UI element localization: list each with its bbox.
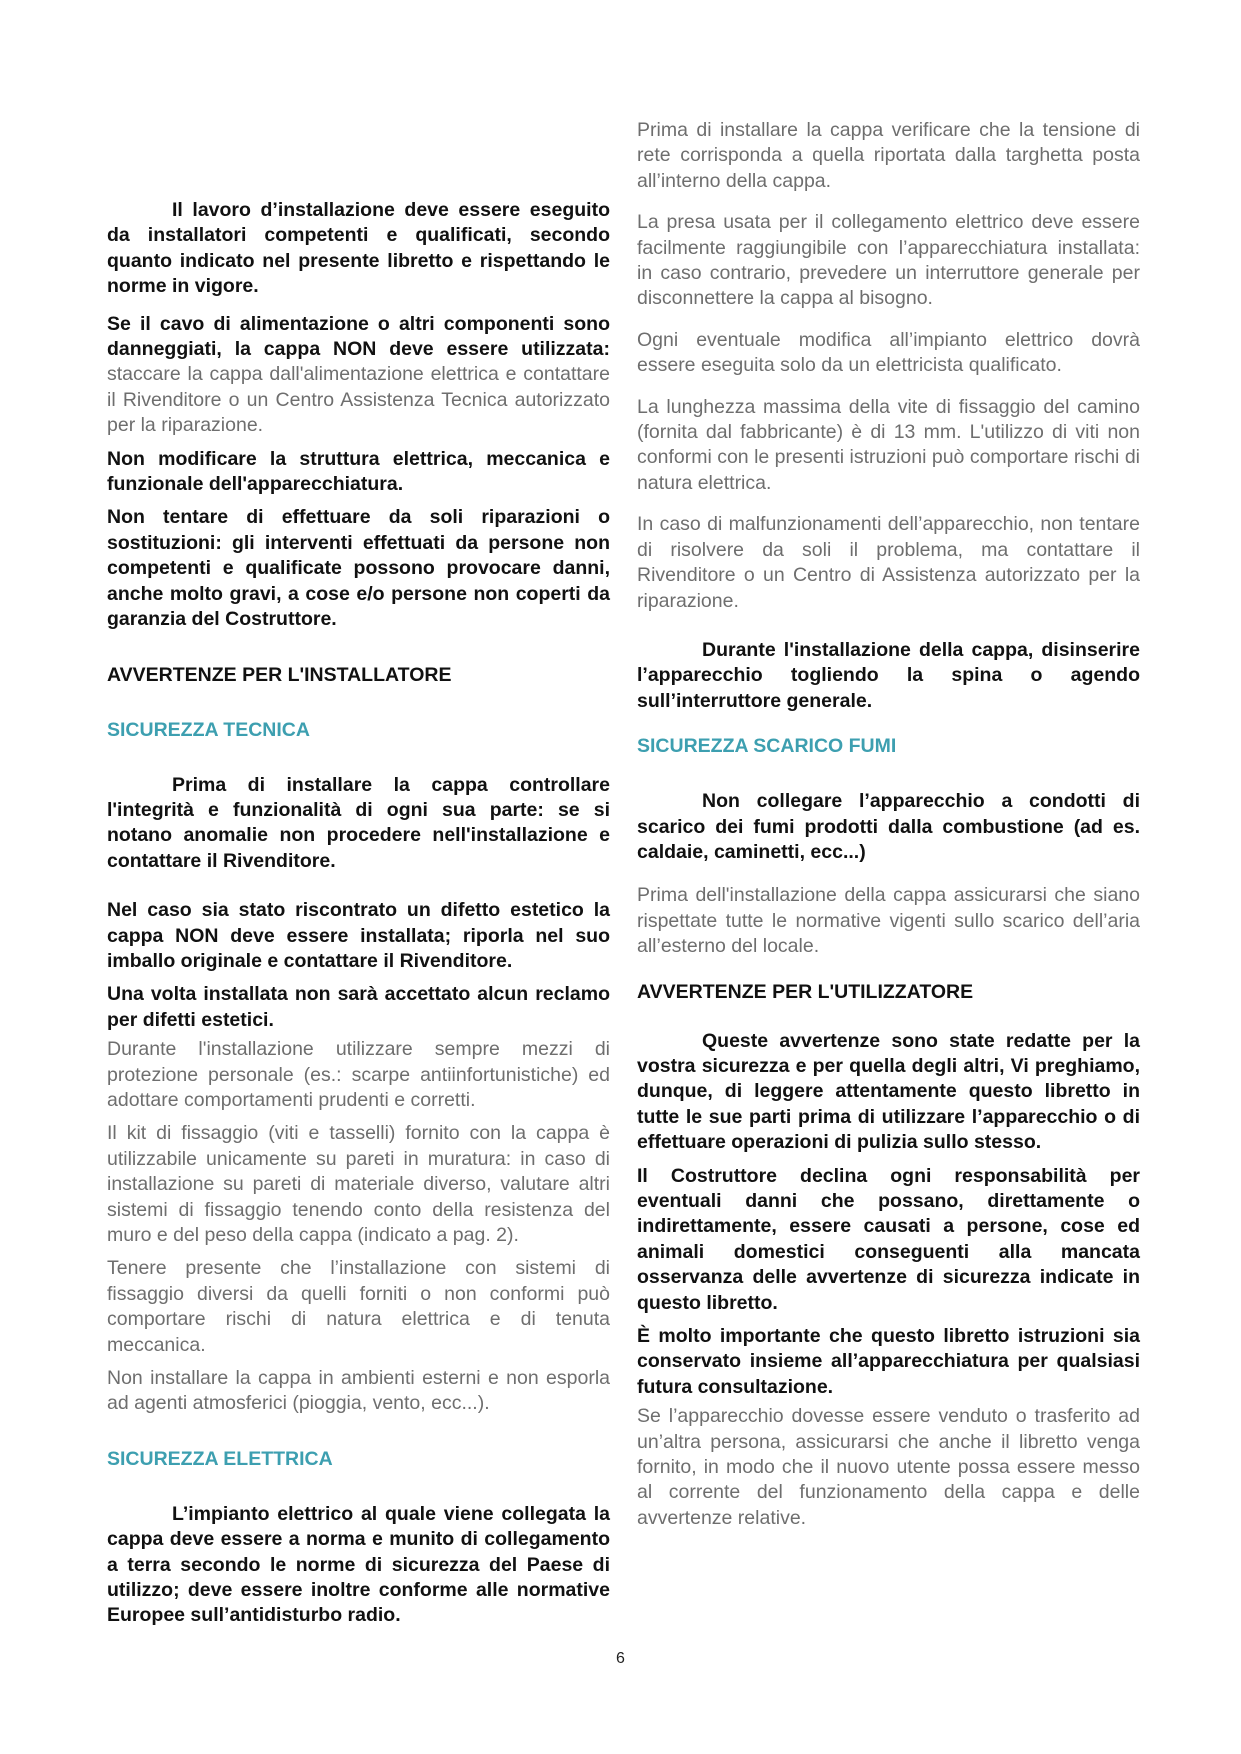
heading-user-warnings: AVVERTENZE PER L'UTILIZZATORE [637, 980, 974, 1003]
socket-access-text: La presa usata per il collegamento elettrico deve essere facilmente raggiungibile con l’apparecchiatura installata: in caso contrario, prevedere un interruttore generale per disconnettere la cappa al bisogno. [637, 211, 1140, 310]
keep-manual-notice: È molto importante che questo libretto istruzioni sia conservato insieme all’apparecchiatura per qualsiasi futura consultazione. [637, 1325, 1140, 1398]
installer-qualification-notice: Il lavoro d’installazione deve essere eseguito da installatori competenti e qualificati, secondo quanto indicato nel presente libretto e rispettando le norme in vigore. [107, 199, 610, 298]
disconnect-during-install-notice: Durante l'installazione della cappa, disinserire l’apparecchio togliendo la spina o agendo sull’interruttore generale. [637, 638, 1140, 712]
no-modification-warning: Non modificare la struttura elettrica, meccanica e funzionale dell'apparecchiatura. [107, 447, 610, 496]
heading-technical-safety: SICUREZZA TECNICA [107, 718, 310, 741]
malfunction-text: In caso di malfunzionamenti dell’apparecchio, non tentare di risolvere da soli il problema, ma contattare il Rivenditore o un Centro di Assistenza autorizzato per la riparazione. [637, 513, 1140, 612]
electrician-text: Ogni eventuale modifica all’impianto elettrico dovrà essere eseguita solo da un elettricista qualificato. [637, 328, 1140, 377]
fixing-kit-text: Il kit di fissaggio (viti e tasselli) fornito con la cappa è utilizzabile unicamente su pareti in muratura: in caso di installazione su pareti di materiale diverso, valutare altri sistemi di fissaggio tenendo conto della resistenza del muro e del peso della cappa (indicato a pag. 2). [107, 1122, 610, 1246]
no-aesthetic-claims-notice: Una volta installata non sarà accettato alcun reclamo per difetti estetici. [107, 983, 610, 1031]
screw-length-text: La lunghezza massima della vite di fissaggio del camino (fornita dal fabbricante) è di 13 mm. L'utilizzo di viti non conformi con le presenti istruzioni può comportare rischi di natura elettrica. [637, 395, 1140, 494]
transfer-manual-text: Se l’apparecchio dovesse essere venduto o trasferito ad un’altra persona, assicurarsi che anche il libretto venga fornito, in modo che il nuovo utente possa essere messo al corrente del funzionamento della cappa e delle avvertenze relative. [637, 1405, 1140, 1529]
damaged-cable-warning-light: staccare la cappa dall'alimentazione elettrica e contattare il Rivenditore o un Centro Assistenza Tecnica autorizzato per la riparazione. [107, 363, 610, 437]
voltage-check-text: Prima di installare la cappa verificare che la tensione di rete corrisponda a quella riportata dalla targhetta posta all’interno della cappa. [637, 119, 1140, 192]
check-integrity-notice: Prima di installare la cappa controllare l'integrità e funzionalità di ogni sua parte: se si notano anomalie non procedere nell'installazione e contattare il Rivenditore. [107, 773, 610, 872]
liability-disclaimer: Il Costruttore declina ogni responsabilità per eventuali danni che possano, direttamente o indirettamente, essere causati a persone, cose ed animali domestici conseguenti alla mancata osservanza delle avvertenze di sicurezza indicate in questo libretto. [637, 1164, 1140, 1314]
read-manual-notice: Queste avvertenze sono state redatte per la vostra sicurezza e per quella degli altri, Vi preghiamo, dunque, di leggere attentamente questo libretto in tutte le sue parti prima di utilizzare l’apparecchio o di effettuare operazioni di pulizia sullo stesso. [637, 1029, 1140, 1154]
electrical-system-notice: L’impianto elettrico al quale viene collegata la cappa deve essere a norma e munito di collegamento a terra secondo le norme di sicurezza del Paese di utilizzo; deve essere inoltre conforme alle normative Europee sull’antidisturbo radio. [107, 1502, 610, 1627]
air-exhaust-regulations-text: Prima dell'installazione della cappa assicurarsi che siano rispettate tutte le normative vigenti sullo scarico dell’aria all’esterno del locale. [637, 884, 1140, 958]
damaged-cable-warning [107, 312, 610, 439]
outdoor-installation-text: Non installare la cappa in ambienti esterni e non esporla ad agenti atmosferici (pioggia, vento, ecc...). [107, 1367, 610, 1415]
non-conforming-fixing-text: Tenere presente che l’installazione con sistemi di fissaggio diversi da quelli forniti o non conformi può comportare rischi di natura elettrica e di tenuta meccanica. [107, 1257, 610, 1356]
aesthetic-defect-notice: Nel caso sia stato riscontrato un difetto estetico la cappa NON deve essere installata; riporla nel suo imballo originale e contattare il Rivenditore. [107, 899, 610, 972]
heading-installer-warnings: AVVERTENZE PER L'INSTALLATORE [107, 663, 452, 686]
damaged-cable-warning-bold: Se il cavo di alimentazione o altri componenti sono danneggiati, la cappa NON deve essere utilizzata: [107, 312, 610, 361]
no-self-repair-warning: Non tentare di effettuare da soli riparazioni o sostituzioni: gli interventi effettuati da persone non competenti e qualificate possono provocare danni, anche molto gravi, a cose e/o persone non coperti da garanzia del Costruttore. [107, 506, 610, 631]
protective-equipment-text: Durante l'installazione utilizzare sempre mezzi di protezione personale (es.: scarpe antiinfortunistiche) ed adottare comportamenti prudenti e corretti. [107, 1038, 610, 1111]
no-flue-connection-notice: Non collegare l’apparecchio a condotti di scarico dei fumi prodotti dalla combustione (ad es. caldaie, caminetti, ecc...) [637, 790, 1140, 863]
heading-fume-exhaust-safety: SICUREZZA SCARICO FUMI [637, 735, 897, 758]
page-number: 6 [616, 1650, 625, 1667]
left-column [107, 198, 610, 1629]
right-column [637, 118, 1140, 1531]
heading-electrical-safety: SICUREZZA ELETTRICA [107, 1447, 333, 1470]
